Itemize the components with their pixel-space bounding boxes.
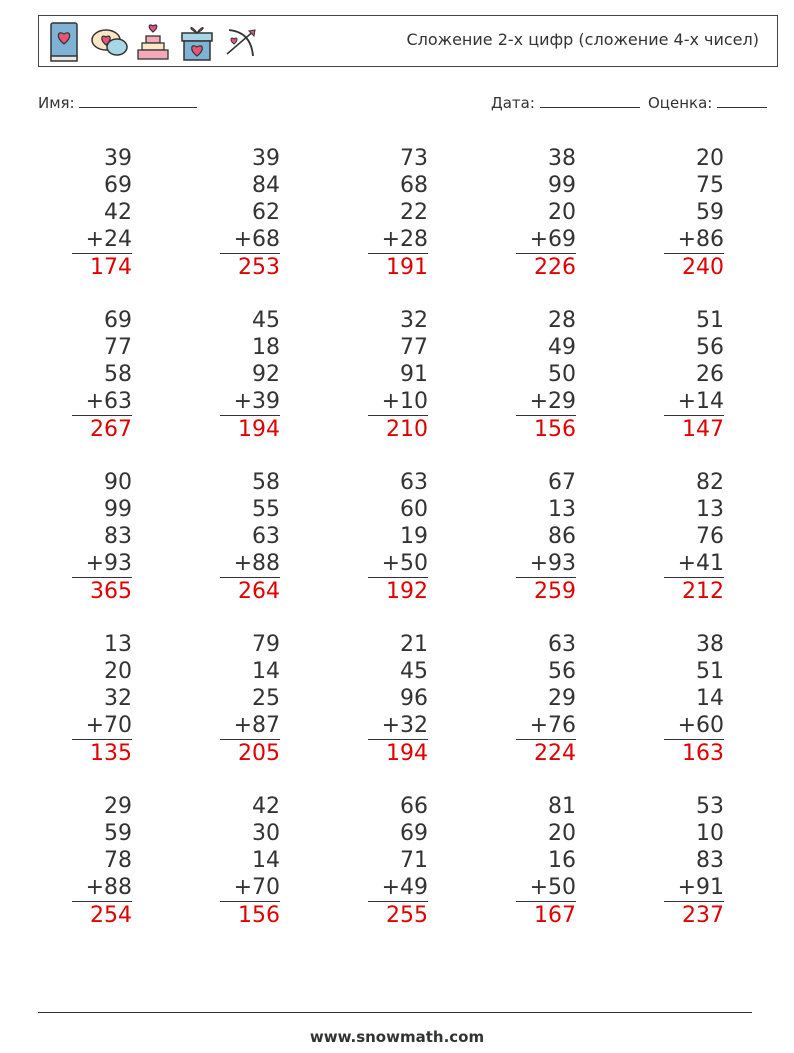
addend: 29 — [104, 794, 132, 819]
addend: 99 — [104, 497, 132, 522]
addend: 51 — [696, 308, 724, 333]
addend: 63 — [400, 470, 428, 495]
addend: 68 — [400, 173, 428, 198]
addend-with-plus: +88 — [220, 550, 280, 578]
answer: 253 — [238, 255, 280, 280]
addend: 81 — [548, 794, 576, 819]
addend-with-plus: +41 — [664, 550, 724, 578]
addend: 69 — [104, 173, 132, 198]
addition-problem — [220, 145, 280, 281]
score-blank[interactable] — [717, 93, 767, 108]
addend: 67 — [548, 470, 576, 495]
addend-with-plus: +50 — [516, 874, 576, 902]
addend: 79 — [252, 632, 280, 657]
addend: 71 — [400, 848, 428, 873]
addend: 84 — [252, 173, 280, 198]
addend: 75 — [696, 173, 724, 198]
addend: 38 — [548, 146, 576, 171]
addend: 38 — [696, 632, 724, 657]
addend-with-plus: +14 — [664, 388, 724, 416]
bow-arrow-heart-icon — [221, 20, 261, 64]
addend: 21 — [400, 632, 428, 657]
answer: 237 — [682, 903, 724, 928]
addend: 42 — [104, 200, 132, 225]
addend: 91 — [400, 362, 428, 387]
addend: 66 — [400, 794, 428, 819]
addition-problem — [368, 631, 428, 767]
answer: 240 — [682, 255, 724, 280]
addend-with-plus: +39 — [220, 388, 280, 416]
addend-with-plus: +69 — [516, 226, 576, 254]
addend: 25 — [252, 686, 280, 711]
score-label: Оценка: — [648, 94, 713, 112]
answer: 135 — [90, 741, 132, 766]
addend: 10 — [696, 821, 724, 846]
addend: 51 — [696, 659, 724, 684]
name-label: Имя: — [38, 94, 75, 112]
addend-with-plus: +70 — [72, 712, 132, 740]
answer: 194 — [238, 417, 280, 442]
addition-problem — [72, 145, 132, 281]
answer: 174 — [90, 255, 132, 280]
addition-problem — [368, 145, 428, 281]
addition-problem — [368, 793, 428, 929]
answer: 259 — [534, 579, 576, 604]
header-box — [38, 15, 778, 67]
addend: 78 — [104, 848, 132, 873]
speech-bubbles-heart-icon — [89, 20, 129, 64]
addend: 29 — [548, 686, 576, 711]
answer: 192 — [386, 579, 428, 604]
addition-problem — [368, 469, 428, 605]
addend-with-plus: +29 — [516, 388, 576, 416]
addend: 56 — [548, 659, 576, 684]
addend-with-plus: +24 — [72, 226, 132, 254]
addend: 59 — [696, 200, 724, 225]
addend: 32 — [104, 686, 132, 711]
addition-problem — [220, 469, 280, 605]
addition-problem — [368, 307, 428, 443]
answer: 205 — [238, 741, 280, 766]
cake-heart-icon — [133, 20, 173, 64]
score-field — [648, 93, 767, 112]
addend: 60 — [400, 497, 428, 522]
addend: 73 — [400, 146, 428, 171]
addend: 13 — [104, 632, 132, 657]
answer: 212 — [682, 579, 724, 604]
addition-problem — [516, 469, 576, 605]
addition-problem — [516, 145, 576, 281]
addend: 56 — [696, 335, 724, 360]
addend: 42 — [252, 794, 280, 819]
addition-problem — [220, 793, 280, 929]
addition-problem — [516, 793, 576, 929]
addend: 22 — [400, 200, 428, 225]
answer: 264 — [238, 579, 280, 604]
addend: 99 — [548, 173, 576, 198]
worksheet-title: Сложение 2-х цифр (сложение 4-х чисел) — [406, 30, 759, 49]
book-heart-icon — [45, 20, 85, 64]
footer-site: www.snowmath.com — [309, 1028, 485, 1046]
header-icons — [45, 20, 261, 64]
addend: 69 — [400, 821, 428, 846]
addend: 63 — [252, 524, 280, 549]
addend-with-plus: +93 — [72, 550, 132, 578]
answer: 194 — [386, 741, 428, 766]
addend: 63 — [548, 632, 576, 657]
answer: 224 — [534, 741, 576, 766]
addend: 86 — [548, 524, 576, 549]
answer: 163 — [682, 741, 724, 766]
addend: 14 — [252, 848, 280, 873]
answer: 156 — [238, 903, 280, 928]
addend: 20 — [548, 200, 576, 225]
addend: 13 — [548, 497, 576, 522]
addition-problem — [664, 307, 724, 443]
addend-with-plus: +70 — [220, 874, 280, 902]
addend: 96 — [400, 686, 428, 711]
addition-problem — [664, 469, 724, 605]
addend: 16 — [548, 848, 576, 873]
name-field — [38, 93, 197, 112]
addend-with-plus: +76 — [516, 712, 576, 740]
addend: 69 — [104, 308, 132, 333]
addend: 58 — [252, 470, 280, 495]
addend-with-plus: +49 — [368, 874, 428, 902]
addend: 20 — [696, 146, 724, 171]
addend-with-plus: +86 — [664, 226, 724, 254]
addend: 14 — [252, 659, 280, 684]
date-label: Дата: — [491, 94, 535, 112]
addend: 53 — [696, 794, 724, 819]
date-field — [491, 93, 640, 112]
addition-problem — [220, 631, 280, 767]
addend: 92 — [252, 362, 280, 387]
addition-problem — [516, 307, 576, 443]
addend: 82 — [696, 470, 724, 495]
addend: 55 — [252, 497, 280, 522]
answer: 167 — [534, 903, 576, 928]
addend-with-plus: +32 — [368, 712, 428, 740]
answer: 210 — [386, 417, 428, 442]
addend: 45 — [252, 308, 280, 333]
addend: 20 — [104, 659, 132, 684]
addend-with-plus: +87 — [220, 712, 280, 740]
addend: 45 — [400, 659, 428, 684]
addend-with-plus: +63 — [72, 388, 132, 416]
addend: 83 — [104, 524, 132, 549]
addend-with-plus: +88 — [72, 874, 132, 902]
addend-with-plus: +28 — [368, 226, 428, 254]
answer: 226 — [534, 255, 576, 280]
footer-divider — [38, 1012, 752, 1013]
addend-with-plus: +50 — [368, 550, 428, 578]
addition-problem — [220, 307, 280, 443]
addend: 76 — [696, 524, 724, 549]
addend: 13 — [696, 497, 724, 522]
addend: 58 — [104, 362, 132, 387]
addition-problem — [664, 145, 724, 281]
addend-with-plus: +93 — [516, 550, 576, 578]
addend: 28 — [548, 308, 576, 333]
addend: 77 — [400, 335, 428, 360]
addition-problem — [72, 469, 132, 605]
addend: 14 — [696, 686, 724, 711]
addition-problem — [72, 793, 132, 929]
answer: 191 — [386, 255, 428, 280]
answer: 254 — [90, 903, 132, 928]
addend: 20 — [548, 821, 576, 846]
addend: 30 — [252, 821, 280, 846]
addition-problem — [72, 307, 132, 443]
addend: 39 — [104, 146, 132, 171]
answer: 255 — [386, 903, 428, 928]
name-blank[interactable] — [79, 93, 197, 108]
addend: 26 — [696, 362, 724, 387]
answer: 147 — [682, 417, 724, 442]
addend: 50 — [548, 362, 576, 387]
addend: 39 — [252, 146, 280, 171]
addend: 32 — [400, 308, 428, 333]
addend: 49 — [548, 335, 576, 360]
addition-problem — [664, 631, 724, 767]
addition-problem — [72, 631, 132, 767]
addend: 77 — [104, 335, 132, 360]
addition-problem — [516, 631, 576, 767]
addend: 59 — [104, 821, 132, 846]
addend-with-plus: +68 — [220, 226, 280, 254]
answer: 267 — [90, 417, 132, 442]
date-blank[interactable] — [540, 93, 640, 108]
gift-heart-icon — [177, 20, 217, 64]
addend: 90 — [104, 470, 132, 495]
answer: 156 — [534, 417, 576, 442]
addend: 83 — [696, 848, 724, 873]
addend: 62 — [252, 200, 280, 225]
answer: 365 — [90, 579, 132, 604]
addend: 19 — [400, 524, 428, 549]
addition-problem — [664, 793, 724, 929]
addend-with-plus: +60 — [664, 712, 724, 740]
addend-with-plus: +91 — [664, 874, 724, 902]
addend: 18 — [252, 335, 280, 360]
addend-with-plus: +10 — [368, 388, 428, 416]
